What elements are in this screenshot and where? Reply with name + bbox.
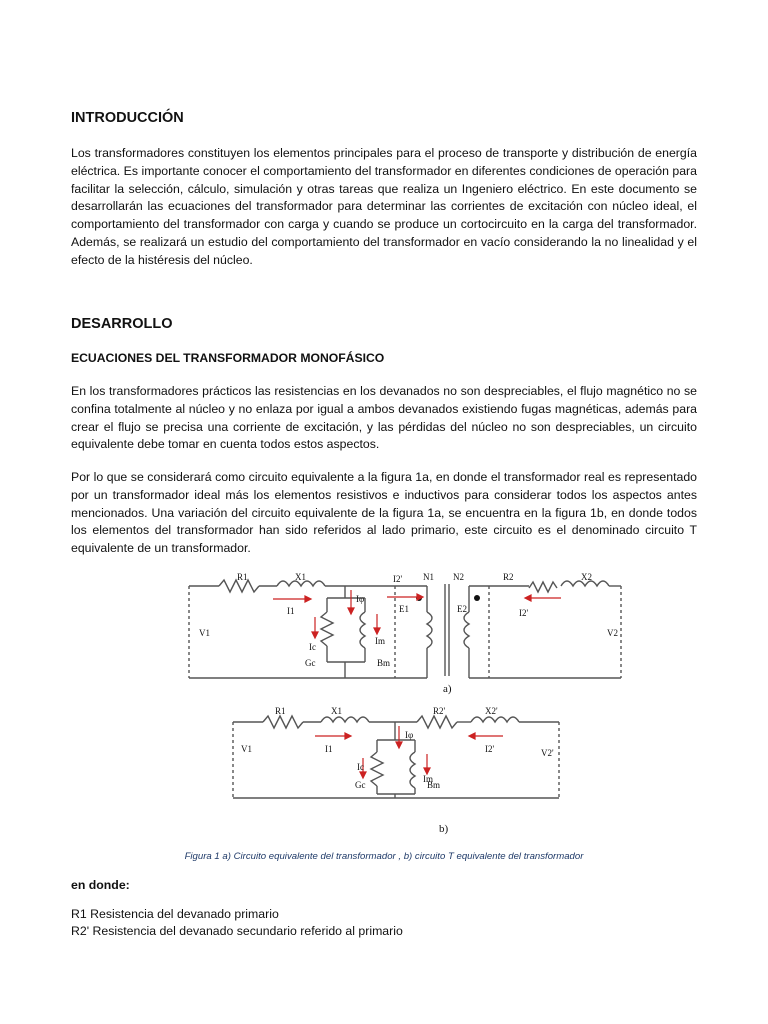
label-im: Im xyxy=(423,774,433,784)
current-arrow-iphi xyxy=(396,742,402,748)
label-iphi: Iφ xyxy=(356,594,365,604)
desarrollo-heading: DESARROLLO xyxy=(71,316,173,332)
label-gc: Gc xyxy=(355,780,366,790)
label-i2p: I2' xyxy=(393,574,403,584)
label-iphi: Iφ xyxy=(405,730,414,740)
current-arrow-i1 xyxy=(305,596,311,602)
current-arrow-iphi xyxy=(348,608,354,614)
label-x2: X2 xyxy=(581,572,592,582)
intro-heading: INTRODUCCIÓN xyxy=(71,110,184,126)
label-r2: R2 xyxy=(503,572,514,582)
label-i1: I1 xyxy=(287,606,295,616)
label-im: Im xyxy=(375,636,385,646)
label-x1: X1 xyxy=(295,572,306,582)
intro-paragraph: Los transformadores constituyen los elementos principales para el proceso de transporte y distribución de energía eléctrica. Es importante conocer el comportamiento del transformador en diferentes condiciones de operación para facilitar la selección, cálculo, simulación y otras tareas que realiza un Ingeniero eléctrico. En este documento se desarrollarán las ecuaciones del transformador para determinar las corrientes de excitación con núcleo ideal, el comportamiento del transformador con carga y cuando se produce un cortocircuito en la carga del transformador. Además, se realizará un estudio del comportamiento del transformador en vacío considerando la no linealidad y el efecto de la histéresis del núcleo. xyxy=(71,146,697,267)
label-v2p: V2' xyxy=(541,748,554,758)
desarrollo-paragraph-1: En los transformadores prácticos las resistencias en los devanados no son despreciables, el flujo magnético no se confina totalmente al núcleo y no enlaza por igual a ambos devanados existiendo fugas magnéticas, además para crear el flujo se precisa una corriente de excitación, y las pérdidas del núcleo no son despreciables, un circuito equivalente debe tomar en cuenta todos estos aspectos. xyxy=(71,384,697,452)
label-e2: E2 xyxy=(457,604,467,614)
label-r1: R1 xyxy=(237,572,248,582)
figure-1a-sublabel: a) xyxy=(443,683,452,695)
figure-1b-sublabel: b) xyxy=(439,823,449,835)
label-n2: N2 xyxy=(453,572,464,582)
section-subheading: ECUACIONES DEL TRANSFORMADOR MONOFÁSICO xyxy=(71,351,385,365)
label-v1: V1 xyxy=(241,744,252,754)
label-gc: Gc xyxy=(305,658,316,668)
definitions-intro: en donde: xyxy=(71,878,130,892)
label-r2p: R2' xyxy=(433,706,446,716)
label-ic: Ic xyxy=(309,642,316,652)
polarity-dot-secondary xyxy=(474,595,480,601)
label-bm: Bm xyxy=(377,658,391,668)
current-arrow-im xyxy=(374,628,380,634)
desarrollo-paragraph-2: Por lo que se considerará como circuito equivalente a la figura 1a, en donde el transformador real es representado por un transformador ideal más los elementos resistivos e inductivos para considerar todos los aspectos antes mencionados. Una variación del circuito equivalente de la figura 1a, se encuentra en la figura 1b, en donde todos los elementos del transformador han sido referidos al lado primario, este circuito es el denominado circuito T equivalente de un transformador. xyxy=(71,470,697,556)
label-x2p: X2' xyxy=(485,706,498,716)
definition-item: R2' Resistencia del devanado secundario referido al primario xyxy=(71,924,403,938)
figure-1b-circuit xyxy=(227,702,567,838)
current-arrow-i2 xyxy=(525,595,531,601)
label-i1: I1 xyxy=(325,744,333,754)
current-arrow-ic xyxy=(360,772,366,778)
definition-item: R1 Resistencia del devanado primario xyxy=(71,907,279,921)
label-v2: V2 xyxy=(607,628,618,638)
label-r1: R1 xyxy=(275,706,286,716)
current-arrow-i2p xyxy=(417,594,423,600)
label-e1: E1 xyxy=(399,604,409,614)
figure-caption: Figura 1 a) Circuito equivalente del transformador , b) circuito T equivalente del transformador xyxy=(184,851,584,862)
label-v1: V1 xyxy=(199,628,210,638)
current-arrow-i1 xyxy=(345,733,351,739)
label-ic: Ic xyxy=(357,762,364,772)
label-bm: Bm xyxy=(427,780,441,790)
current-arrow-ic xyxy=(312,632,318,638)
label-x1: X1 xyxy=(331,706,342,716)
label-i2: I2' xyxy=(519,608,529,618)
label-n1: N1 xyxy=(423,572,434,582)
label-i2p: I2' xyxy=(485,744,495,754)
figure-1a-circuit xyxy=(181,570,627,698)
current-arrow-i2p xyxy=(469,733,475,739)
